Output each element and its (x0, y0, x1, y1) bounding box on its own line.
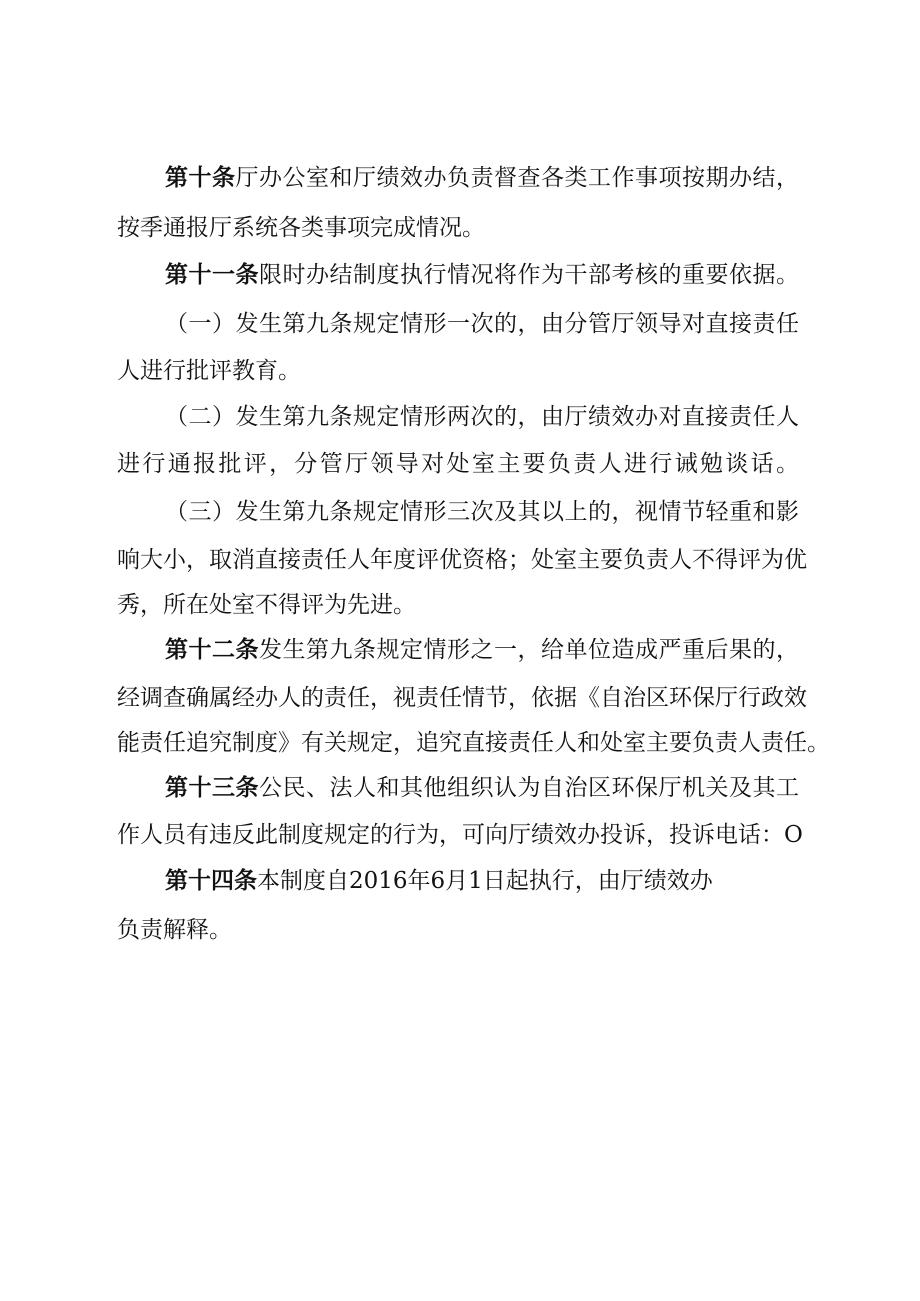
article-13-line-2: 作人员有违反此制度规定的行为，可向厅绩效办投诉，投诉电话：O (117, 822, 803, 848)
item-3-line-3: 秀，所在处室不得评为先进。 (117, 592, 416, 618)
article-12-heading: 第十二条 (165, 637, 259, 663)
article-11-line-1 (165, 260, 799, 290)
article-10-line-1 (165, 163, 799, 193)
item-3-line-2: 响大小，取消直接责任人年度评优资格；处室主要负责人不得评为优 (117, 547, 807, 573)
article-13-text-1: 公民、法人和其他组织认为自治区环保厅机关及其工 (259, 775, 799, 801)
article-10-text-1: 厅办公室和厅绩效办负责督查各类工作事项按期办结， (235, 165, 799, 191)
item-1-line-1: （一）发生第九条规定情形一次的，由分管厅领导对直接责任 (165, 311, 799, 337)
item-2-line-1: （二）发生第九条规定情形两次的，由厅绩效办对直接责任人 (165, 404, 799, 430)
article-10-line-2: 按季通报厅系统各类事项完成情况。 (117, 215, 485, 241)
article-14-line-1 (165, 866, 765, 896)
article-11-text-1: 限时办结制度执行情况将作为干部考核的重要依据。 (259, 262, 799, 288)
article-13-line-1 (165, 773, 799, 803)
article-12-text-1: 发生第九条规定情形之一，给单位造成严重后果的， (259, 637, 799, 663)
article-12-line-3: 能责任追究制度》有关规定，追究直接责任人和处室主要负责人责任。 (117, 730, 830, 756)
item-2-line-2: 进行通报批评，分管厅领导对处室主要负责人进行诫勉谈话。 (117, 451, 799, 477)
article-11-heading: 第十一条 (165, 262, 259, 288)
item-3-line-1: （三）发生第九条规定情形三次及其以上的，视情节轻重和影 (165, 499, 799, 525)
item-1-line-2: 人进行批评教育。 (117, 358, 301, 384)
article-13-heading: 第十三条 (165, 775, 259, 801)
article-12-line-1 (165, 635, 799, 665)
article-14-line-2: 负责解释。 (117, 917, 232, 943)
article-10-heading: 第十条 (165, 165, 236, 191)
article-12-line-2: 经调查确属经办人的责任，视责任情节，依据《自治区环保厅行政效 (117, 685, 807, 711)
article-14-heading: 第十四条 (165, 868, 257, 894)
article-14-text-1: 本制度自2016年6月1日起执行，由厅绩效办 (257, 868, 713, 894)
